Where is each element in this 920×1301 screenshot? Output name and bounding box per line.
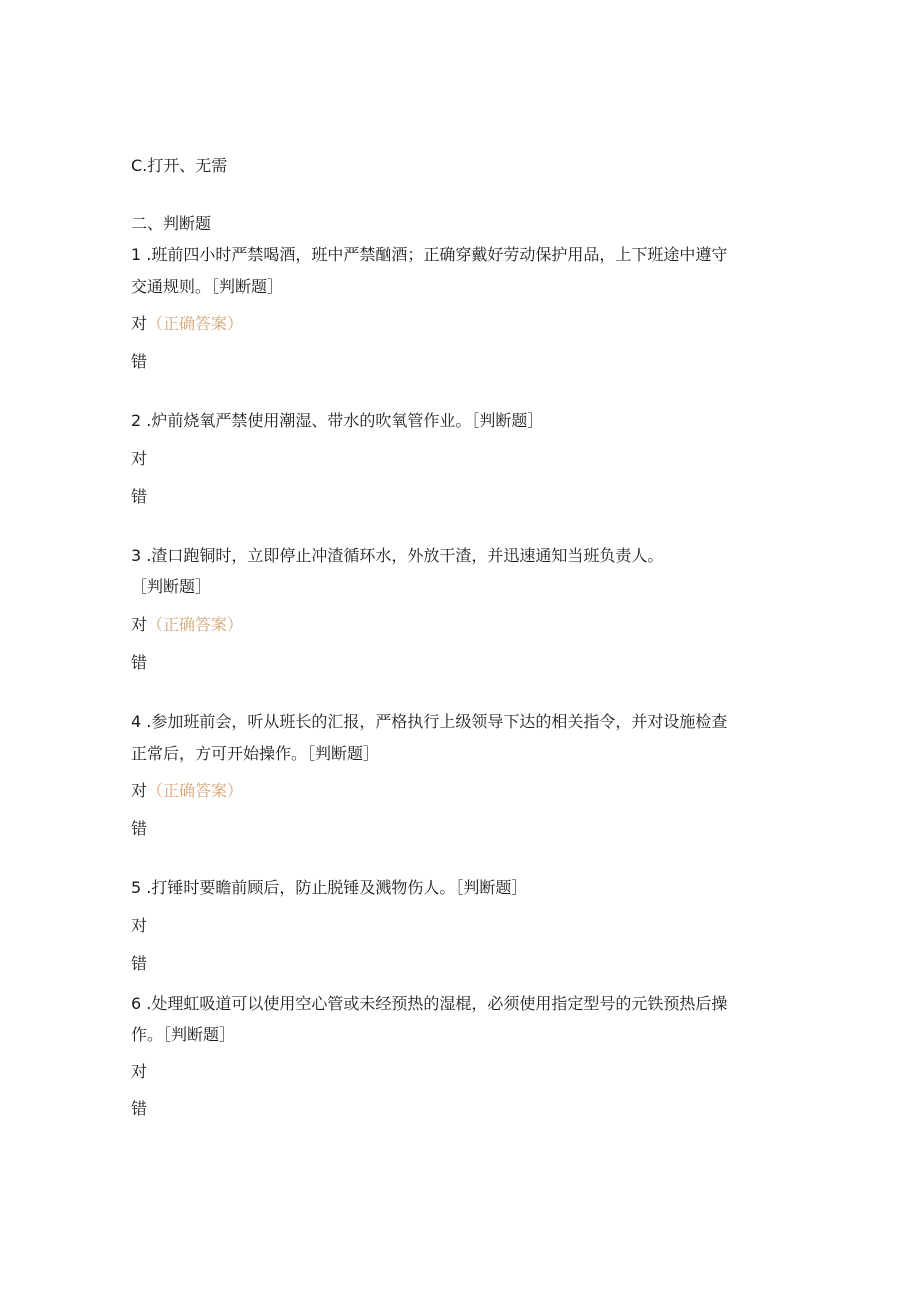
question-5-text-line-1: 5 .打锤时要瞻前顾后，防止脱锤及溅物伤人。［判断题］	[131, 878, 528, 897]
question-1-option-true[interactable]	[131, 313, 243, 335]
question-6-option-false[interactable]	[131, 1098, 147, 1120]
question-1-text-line-2: 交通规则。［判断题］	[131, 277, 284, 296]
section-title: 二、判断题	[131, 214, 212, 233]
question-4-option-false[interactable]	[131, 818, 147, 840]
correct-answer-tag: （正确答案）	[147, 314, 244, 333]
option-label: 错	[131, 954, 148, 973]
question-6-text-line-1: 6 .处理虹吸道可以使用空心管或未经预热的湿棍，必须使用指定型号的元铁预热后操	[131, 994, 728, 1013]
question-4-option-true[interactable]	[131, 780, 243, 802]
question-5-option-true[interactable]	[131, 915, 147, 937]
question-5-option-false[interactable]	[131, 953, 147, 975]
question-3-text-line-2: ［判断题］	[131, 577, 212, 596]
question-6-option-true[interactable]	[131, 1061, 147, 1083]
option-label: 对	[131, 781, 148, 800]
question-2-text-line-1: 2 .炉前烧氧严禁使用潮湿、带水的吹氧管作业。［判断题］	[131, 411, 544, 430]
option-label: 对	[131, 314, 148, 333]
correct-answer-tag: （正确答案）	[147, 781, 244, 800]
question-1-option-false[interactable]	[131, 351, 147, 373]
question-3-option-true[interactable]	[131, 614, 243, 636]
option-label: 错	[131, 1099, 148, 1118]
option-label: 错	[131, 352, 148, 371]
option-label: 对	[131, 615, 148, 634]
option-label: 错	[131, 653, 148, 672]
question-4-text-line-1: 4 .参加班前会，听从班长的汇报，严格执行上级领导下达的相关指令，并对设施检查	[131, 712, 728, 731]
option-label: 对	[131, 1062, 148, 1081]
question-1-text-line-1: 1 .班前四小时严禁喝酒，班中严禁酗酒；正确穿戴好劳动保护用品，上下班途中遵守	[131, 245, 728, 264]
correct-answer-tag: （正确答案）	[147, 615, 244, 634]
option-label: 错	[131, 819, 148, 838]
question-4-text-line-2: 正常后，方可开始操作。［判断题］	[131, 744, 380, 763]
option-label: 对	[131, 916, 148, 935]
question-2-option-true[interactable]	[131, 448, 147, 470]
question-3-text-line-1: 3 .渣口跑铜时，立即停止冲渣循环水，外放干渣，并迅速通知当班负责人。	[131, 546, 664, 565]
previous-option-c: C.打开、无需	[131, 156, 228, 175]
question-6-text-line-2: 作。［判断题］	[131, 1025, 236, 1044]
question-3-option-false[interactable]	[131, 652, 147, 674]
question-2-option-false[interactable]	[131, 486, 147, 508]
option-label: 对	[131, 449, 148, 468]
option-label: 错	[131, 487, 148, 506]
